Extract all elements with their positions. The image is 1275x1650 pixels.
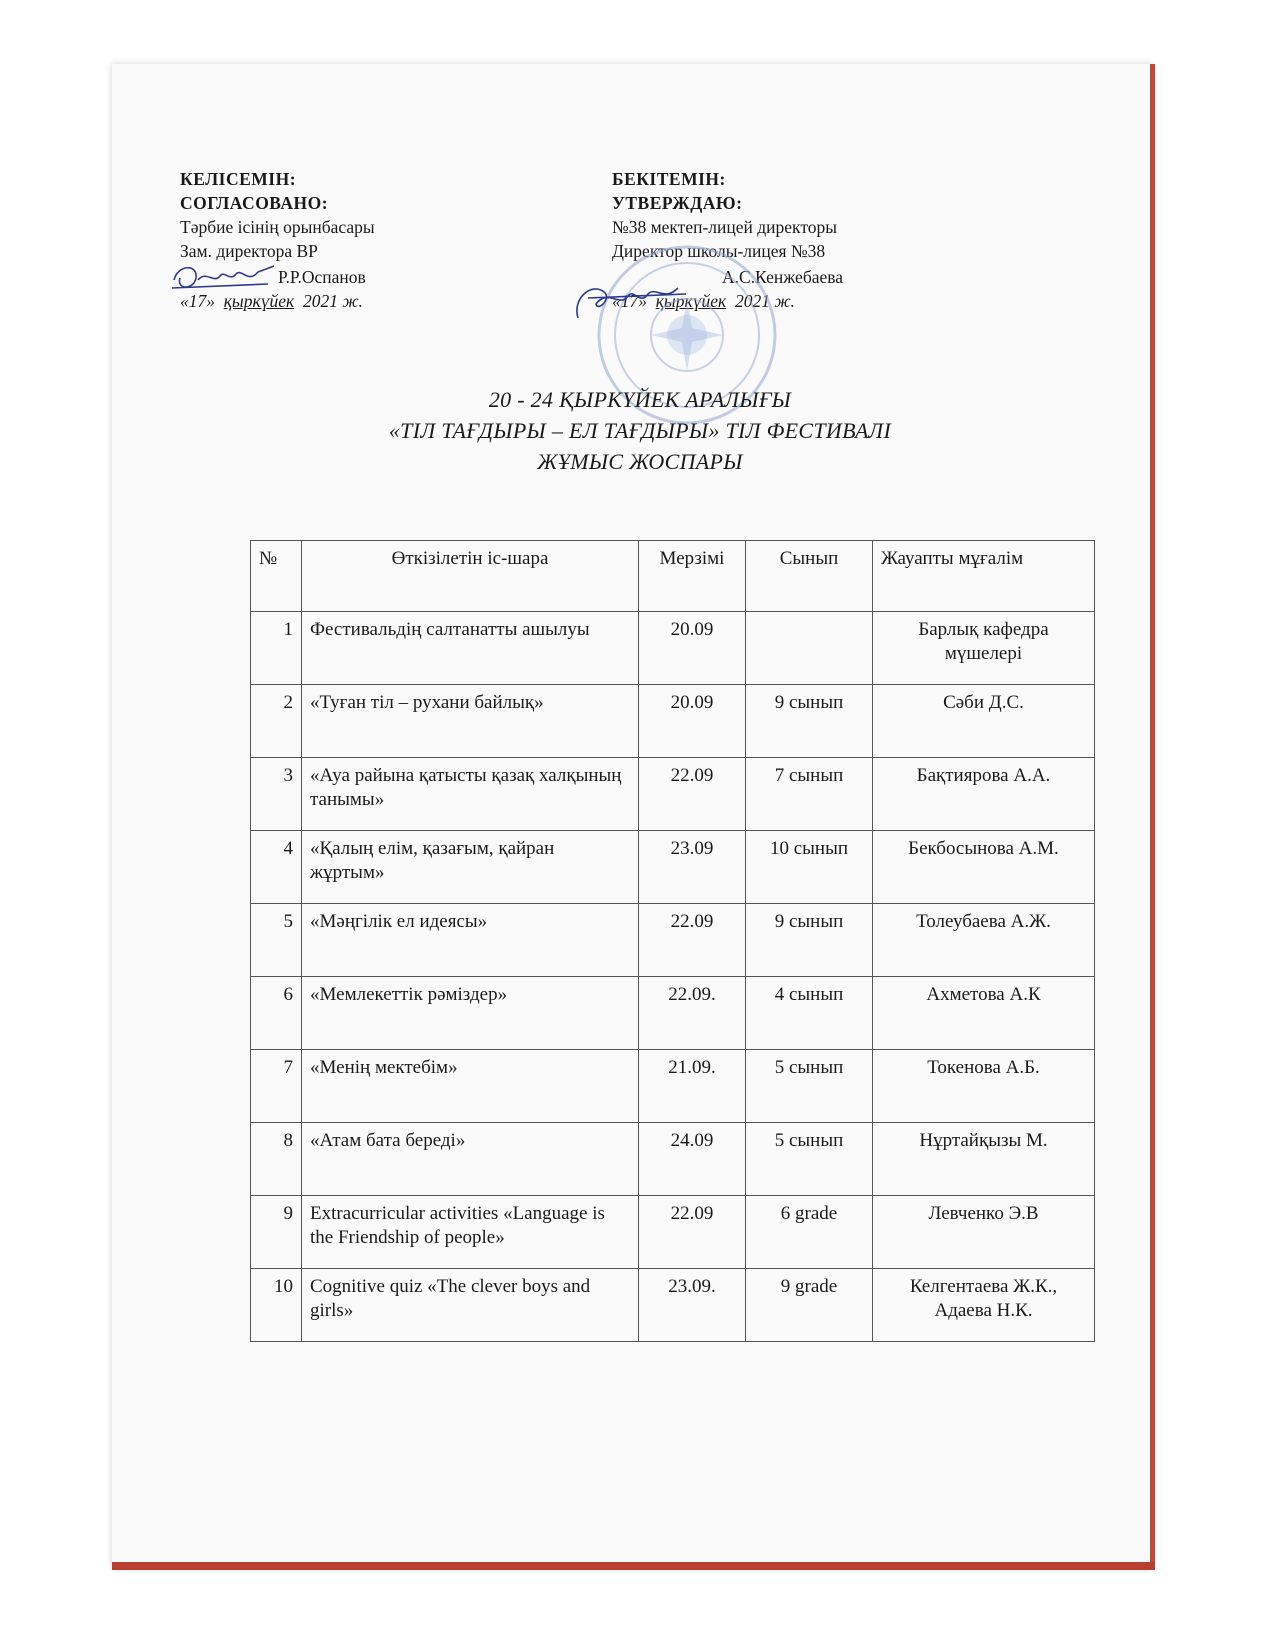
- row-event: Cognitive quiz «The clever boys and girls»: [302, 1269, 639, 1342]
- row-class: 5 сынып: [746, 1050, 873, 1123]
- header-event: Өткізілетін іс-шара: [302, 541, 639, 612]
- row-teacher: Бекбосынова А.М.: [873, 831, 1095, 904]
- table-row: [251, 831, 1095, 904]
- approved-label-ru: УТВЕРЖДАЮ:: [612, 193, 743, 213]
- table-row: [251, 904, 1095, 977]
- deputy-signature-line: [180, 263, 510, 289]
- agreed-label-ru: СОГЛАСОВАНО:: [180, 193, 329, 213]
- row-event: «Мәңгілік ел идеясы»: [302, 904, 639, 977]
- row-class: 9 сынып: [746, 685, 873, 758]
- row-event: Extracurricular activities «Language is the Friendship of people»: [302, 1196, 639, 1269]
- row-teacher: Келгентаева Ж.К., Адаева Н.К.: [873, 1269, 1095, 1342]
- row-teacher: Барлық кафедра мүшелері: [873, 612, 1095, 685]
- row-num: 2: [251, 685, 302, 758]
- row-date: 22.09: [639, 758, 746, 831]
- row-class: 10 сынып: [746, 831, 873, 904]
- agreed-label-kz: КЕЛІСЕМІН:: [180, 169, 297, 189]
- row-num: 9: [251, 1196, 302, 1269]
- row-date: 24.09: [639, 1123, 746, 1196]
- table-row: [251, 612, 1095, 685]
- sheet-edge: [1150, 64, 1155, 1569]
- row-num: 3: [251, 758, 302, 831]
- row-num: 7: [251, 1050, 302, 1123]
- row-teacher: Сәби Д.С.: [873, 685, 1095, 758]
- table-row: [251, 685, 1095, 758]
- table-header-row: [251, 541, 1095, 612]
- row-num: 1: [251, 612, 302, 685]
- row-date: 22.09: [639, 1196, 746, 1269]
- title-dates: 20 - 24 ҚЫРКҮЙЕК АРАЛЫҒЫ: [488, 387, 792, 412]
- director-approval-date: «17» қыркүйек 2021 ж.: [612, 291, 795, 311]
- row-class: 4 сынып: [746, 977, 873, 1050]
- row-date: 20.09: [639, 612, 746, 685]
- row-class: 7 сынып: [746, 758, 873, 831]
- table-row: [251, 758, 1095, 831]
- signature-space: [612, 263, 722, 283]
- row-date: 21.09.: [639, 1050, 746, 1123]
- row-num: 5: [251, 904, 302, 977]
- approved-label-kz: БЕКІТЕМІН:: [612, 169, 726, 189]
- deputy-name: Р.Р.Оспанов: [278, 267, 366, 287]
- row-date: 23.09: [639, 831, 746, 904]
- row-num: 6: [251, 977, 302, 1050]
- director-signature-line: [612, 263, 912, 289]
- sheet-edge: [112, 1562, 1155, 1570]
- row-num: 4: [251, 831, 302, 904]
- title-plan: ЖҰМЫС ЖОСПАРЫ: [537, 449, 743, 474]
- director-name: А.С.Кенжебаева: [722, 267, 844, 287]
- row-event: «Туған тіл – рухани байлық»: [302, 685, 639, 758]
- row-event: «Атам бата береді»: [302, 1123, 639, 1196]
- row-event: Фестивальдің салтанатты ашылуы: [302, 612, 639, 685]
- row-num: 10: [251, 1269, 302, 1342]
- title-festival: «ТІЛ ТАҒДЫРЫ – ЕЛ ТАҒДЫРЫ» ТІЛ ФЕСТИВАЛІ: [388, 418, 892, 443]
- row-event: «Ауа райына қатысты қазақ халқының танымы»: [302, 758, 639, 831]
- document-title: [300, 384, 980, 477]
- deputy-approval-date: «17» қыркүйек 2021 ж.: [180, 291, 363, 311]
- row-teacher: Токенова А.Б.: [873, 1050, 1095, 1123]
- row-teacher: Левченко Э.В: [873, 1196, 1095, 1269]
- row-class: 5 сынып: [746, 1123, 873, 1196]
- director-position-kz: №38 мектеп-лицей директоры: [612, 217, 837, 237]
- left-approval-block: [180, 167, 510, 313]
- row-date: 22.09.: [639, 977, 746, 1050]
- deputy-position-kz: Тәрбие ісінің орынбасары: [180, 217, 375, 237]
- row-teacher: Ахметова А.К: [873, 977, 1095, 1050]
- row-event: «Менің мектебім»: [302, 1050, 639, 1123]
- table-row: [251, 1050, 1095, 1123]
- row-event: «Мемлекеттік рәміздер»: [302, 977, 639, 1050]
- row-class: 6 grade: [746, 1196, 873, 1269]
- signature-space: [180, 263, 278, 283]
- row-class: [746, 612, 873, 685]
- row-date: 20.09: [639, 685, 746, 758]
- row-teacher: Бақтиярова А.А.: [873, 758, 1095, 831]
- table-row: [251, 1269, 1095, 1342]
- header-num: №: [251, 541, 302, 612]
- director-position-ru: Директор школы-лицея №38: [612, 241, 826, 261]
- row-teacher: Нұртайқызы М.: [873, 1123, 1095, 1196]
- row-teacher: Толеубаева А.Ж.: [873, 904, 1095, 977]
- deputy-position-ru: Зам. директора ВР: [180, 241, 318, 261]
- header-teacher: Жауапты мұғалім: [873, 541, 1095, 612]
- row-class: 9 сынып: [746, 904, 873, 977]
- row-date: 22.09: [639, 904, 746, 977]
- row-num: 8: [251, 1123, 302, 1196]
- row-date: 23.09.: [639, 1269, 746, 1342]
- header-date: Мерзімі: [639, 541, 746, 612]
- table-row: [251, 1123, 1095, 1196]
- right-approval-block: [612, 167, 912, 313]
- row-event: «Қалың елім, қазағым, қайран жұртым»: [302, 831, 639, 904]
- table-row: [251, 1196, 1095, 1269]
- table-row: [251, 977, 1095, 1050]
- event-plan-table: [250, 540, 1095, 1342]
- header-class: Сынып: [746, 541, 873, 612]
- row-class: 9 grade: [746, 1269, 873, 1342]
